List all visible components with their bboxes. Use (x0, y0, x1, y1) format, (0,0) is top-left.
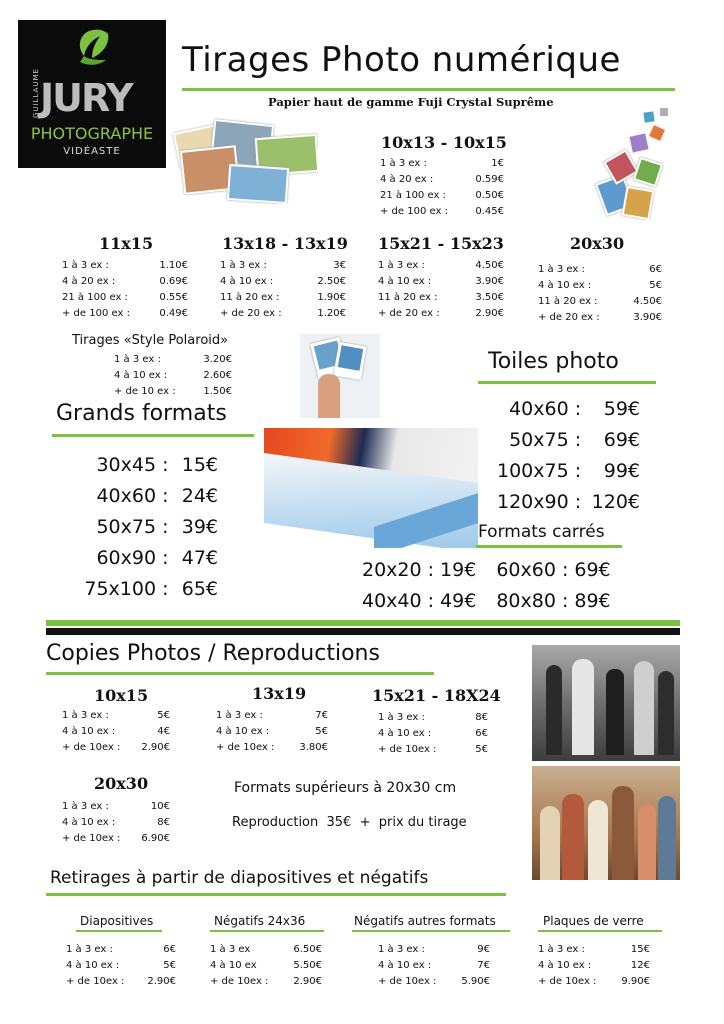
negatifs-autres-underline (352, 930, 510, 932)
price-value: 0.55€ (159, 292, 188, 303)
copies-heading-10x15: 10x15 (94, 686, 149, 705)
size-label: 80x80 : (496, 590, 569, 612)
size-label: 100x75 : (496, 460, 582, 482)
price-value: 69€ (574, 559, 611, 581)
size-label: 75x100 : (84, 578, 169, 600)
qty-label: 11 à 20 ex : (378, 292, 438, 303)
price-value: 0.69€ (159, 276, 188, 287)
grands-formats-underline (52, 434, 254, 437)
copies-heading-15x21: 15x21 - 18X24 (372, 686, 501, 705)
price-value: 2.90€ (141, 742, 170, 753)
qty-label: + de 10ex : (378, 976, 437, 987)
leaf-logo-icon (70, 26, 116, 72)
price-table-grands-formats (70, 450, 218, 605)
price-table-carres (362, 555, 611, 617)
flying-photos-image (594, 104, 676, 220)
logo (18, 20, 166, 168)
price-value: 65€ (181, 578, 218, 600)
qty-label: 4 à 10 ex : (66, 960, 120, 971)
price-value: 3.90€ (633, 312, 662, 323)
price-value: 4.50€ (633, 296, 662, 307)
price-table-plaques (538, 942, 650, 990)
price-value: 2.90€ (293, 976, 322, 987)
qty-label: + de 100 ex : (380, 206, 448, 217)
formats-superieurs-text: Formats supérieurs à 20x30 cm (234, 780, 457, 796)
price-value: 120€ (591, 491, 640, 513)
logo-firstname: GUILLAUME (32, 68, 40, 118)
qty-label: 1 à 3 ex : (538, 264, 585, 275)
qty-label: 11 à 20 ex : (538, 296, 598, 307)
price-value: 1€ (491, 158, 504, 169)
price-value: 39€ (181, 516, 218, 538)
price-value: 12€ (630, 960, 650, 971)
qty-label: + de 10ex : (210, 976, 269, 987)
qty-label: + de 10ex : (66, 976, 125, 987)
toiles-heading: Toiles photo (488, 349, 619, 374)
price-value: 5.90€ (461, 976, 490, 987)
price-value: 9€ (477, 944, 490, 955)
price-value: 1.10€ (159, 260, 188, 271)
vintage-family-photo (532, 766, 680, 880)
size-label: 30x45 : (96, 454, 169, 476)
qty-label: 4 à 10 ex (210, 960, 257, 971)
size-label: 40x60 : (509, 398, 582, 420)
retirages-col-plaques: Plaques de verre (543, 914, 644, 928)
polaroid-hand-image (300, 334, 380, 418)
price-value: 4.50€ (475, 260, 504, 271)
price-value: 5.50€ (293, 960, 322, 971)
qty-label: 1 à 3 ex : (66, 944, 113, 955)
carres-underline (476, 545, 622, 548)
qty-label: 1 à 3 ex : (380, 158, 427, 169)
qty-label: 4 à 10 ex : (62, 817, 116, 828)
qty-label: 11 à 20 ex : (220, 292, 280, 303)
copies-heading-13x19: 13x19 (252, 684, 307, 703)
logo-name: JURY (40, 76, 132, 120)
price-value: 99€ (603, 460, 640, 482)
price-value: 9.90€ (621, 976, 650, 987)
qty-label: 4 à 10 ex : (62, 726, 116, 737)
qty-label: + de 10ex : (538, 976, 597, 987)
copies-underline (46, 672, 434, 675)
format-heading-20x30: 20x30 (570, 234, 625, 253)
price-value: 0.50€ (475, 190, 504, 201)
price-value: 5€ (315, 726, 328, 737)
retirages-col-diapositives: Diapositives (80, 914, 154, 928)
price-value: 2.90€ (147, 976, 176, 987)
price-value: 7€ (477, 960, 490, 971)
price-value: 6.50€ (293, 944, 322, 955)
price-value: 3€ (333, 260, 346, 271)
qty-label: 1 à 3 ex : (378, 944, 425, 955)
price-table-11x15 (62, 258, 188, 322)
price-table-15x21 (378, 258, 504, 322)
price-value: 6€ (475, 728, 488, 739)
size-label: 50x75 : (96, 516, 169, 538)
reproduction-text: Reproduction 35€ + prix du tirage (232, 815, 467, 830)
price-value: 3.20€ (203, 354, 232, 365)
retirages-heading: Retirages à partir de diapositives et négatifs (50, 868, 429, 888)
price-table-diapositives (66, 942, 176, 990)
price-value: 5€ (475, 744, 488, 755)
qty-label: 1 à 3 ex : (62, 260, 109, 271)
scattered-photos-image (172, 118, 318, 204)
qty-label: + de 20 ex : (220, 308, 282, 319)
price-table-copies-10x15 (62, 708, 170, 756)
price-value: 3.50€ (475, 292, 504, 303)
price-value: 6€ (163, 944, 176, 955)
qty-label: + de 10ex : (62, 833, 121, 844)
price-value: 5€ (163, 960, 176, 971)
qty-label: 1 à 3 ex : (62, 801, 109, 812)
qty-label: 1 à 3 ex : (216, 710, 263, 721)
qty-label: 1 à 3 ex : (220, 260, 267, 271)
price-value: 49€ (440, 590, 477, 612)
qty-label: 4 à 20 ex : (380, 174, 434, 185)
qty-label: + de 10 ex : (114, 386, 176, 397)
size-label: 50x75 : (509, 429, 582, 451)
price-value: 19€ (440, 559, 477, 581)
price-value: 2.50€ (317, 276, 346, 287)
price-value: 89€ (574, 590, 611, 612)
grands-formats-heading: Grands formats (56, 401, 227, 426)
section-divider-black (46, 628, 680, 635)
price-value: 15€ (181, 454, 218, 476)
qty-label: 4 à 10 ex : (216, 726, 270, 737)
title-underline (182, 88, 675, 91)
qty-label: 4 à 10 ex : (378, 728, 432, 739)
price-value: 24€ (181, 485, 218, 507)
price-value: 5€ (649, 280, 662, 291)
carres-heading: Formats carrés (478, 522, 605, 542)
price-value: 0.45€ (475, 206, 504, 217)
price-table-10x13 (380, 156, 504, 220)
price-table-20x30 (538, 262, 662, 326)
qty-label: 4 à 10 ex : (538, 280, 592, 291)
price-value: 1.50€ (203, 386, 232, 397)
price-value: 8€ (157, 817, 170, 828)
price-value: 1.90€ (317, 292, 346, 303)
size-label: 40x60 : (96, 485, 169, 507)
format-heading-11x15: 11x15 (99, 234, 154, 253)
qty-label: + de 20 ex : (378, 308, 440, 319)
retirages-col-negatifs-autres: Négatifs autres formats (354, 914, 496, 928)
price-table-polaroid (114, 352, 232, 400)
size-label: 60x60 : (496, 559, 569, 581)
price-value: 5€ (157, 710, 170, 721)
price-value: 10€ (150, 801, 170, 812)
diapositives-underline (76, 930, 162, 932)
qty-label: 1 à 3 ex : (538, 944, 585, 955)
qty-label: + de 10ex : (378, 744, 437, 755)
price-value: 2.60€ (203, 370, 232, 381)
qty-label: 4 à 10 ex : (538, 960, 592, 971)
qty-label: + de 20 ex : (538, 312, 600, 323)
price-value: 1.20€ (317, 308, 346, 319)
page-title: Tirages Photo numérique (182, 40, 621, 80)
page-subtitle: Papier haut de gamme Fuji Crystal Suprême (268, 95, 554, 109)
copies-heading: Copies Photos / Reproductions (46, 641, 380, 666)
retirages-underline (46, 893, 506, 896)
price-value: 0.49€ (159, 308, 188, 319)
polaroid-heading: Tirages «Style Polaroid» (72, 333, 229, 348)
price-value: 59€ (603, 398, 640, 420)
price-value: 6€ (649, 264, 662, 275)
price-table-copies-15x21 (378, 710, 488, 758)
size-label: 120x90 : (496, 491, 582, 513)
qty-label: 1 à 3 ex : (62, 710, 109, 721)
retirages-col-negatifs-24x36: Négatifs 24x36 (214, 914, 306, 928)
price-value: 3.90€ (475, 276, 504, 287)
qty-label: + de 10ex : (62, 742, 121, 753)
qty-label: 21 à 100 ex : (380, 190, 446, 201)
qty-label: 4 à 10 ex : (114, 370, 168, 381)
size-label: 20x20 : (362, 559, 435, 581)
format-heading-10x13: 10x13 - 10x15 (381, 133, 507, 152)
negatifs-underline (210, 930, 324, 932)
price-table-copies-20x30 (62, 799, 170, 847)
size-label: 60x90 : (96, 547, 169, 569)
format-heading-15x21: 15x21 - 15x23 (378, 234, 504, 253)
qty-label: 1 à 3 ex (210, 944, 251, 955)
price-table-toiles (490, 394, 640, 518)
price-value: 15€ (630, 944, 650, 955)
toiles-underline (478, 381, 656, 384)
copies-heading-20x30: 20x30 (94, 774, 149, 793)
price-value: 47€ (181, 547, 218, 569)
plaques-underline (538, 930, 662, 932)
logo-line1: PHOTOGRAPHE (30, 124, 154, 143)
price-value: 7€ (315, 710, 328, 721)
price-value: 0.59€ (475, 174, 504, 185)
format-heading-13x18: 13x18 - 13x19 (222, 234, 348, 253)
qty-label: 4 à 10 ex : (378, 960, 432, 971)
qty-label: 4 à 10 ex : (220, 276, 274, 287)
price-table-negatifs-24x36 (210, 942, 322, 990)
price-value: 8€ (475, 712, 488, 723)
price-value: 6.90€ (141, 833, 170, 844)
price-value: 3.80€ (299, 742, 328, 753)
qty-label: 1 à 3 ex : (378, 260, 425, 271)
qty-label: + de 100 ex : (62, 308, 130, 319)
size-label: 40x40 : (362, 590, 435, 612)
price-table-negatifs-autres (378, 942, 490, 990)
price-table-13x18 (220, 258, 346, 322)
qty-label: 21 à 100 ex : (62, 292, 128, 303)
price-value: 4€ (157, 726, 170, 737)
price-value: 2.90€ (475, 308, 504, 319)
qty-label: 1 à 3 ex : (114, 354, 161, 365)
qty-label: 4 à 20 ex : (62, 276, 116, 287)
qty-label: + de 10ex : (216, 742, 275, 753)
vintage-dance-photo (532, 645, 680, 761)
qty-label: 1 à 3 ex : (378, 712, 425, 723)
canvas-print-image (264, 428, 478, 548)
price-table-copies-13x19 (216, 708, 328, 756)
logo-line2: VIDÉASTE (63, 146, 121, 157)
section-divider-green (46, 620, 680, 626)
price-value: 69€ (603, 429, 640, 451)
qty-label: 4 à 10 ex : (378, 276, 432, 287)
